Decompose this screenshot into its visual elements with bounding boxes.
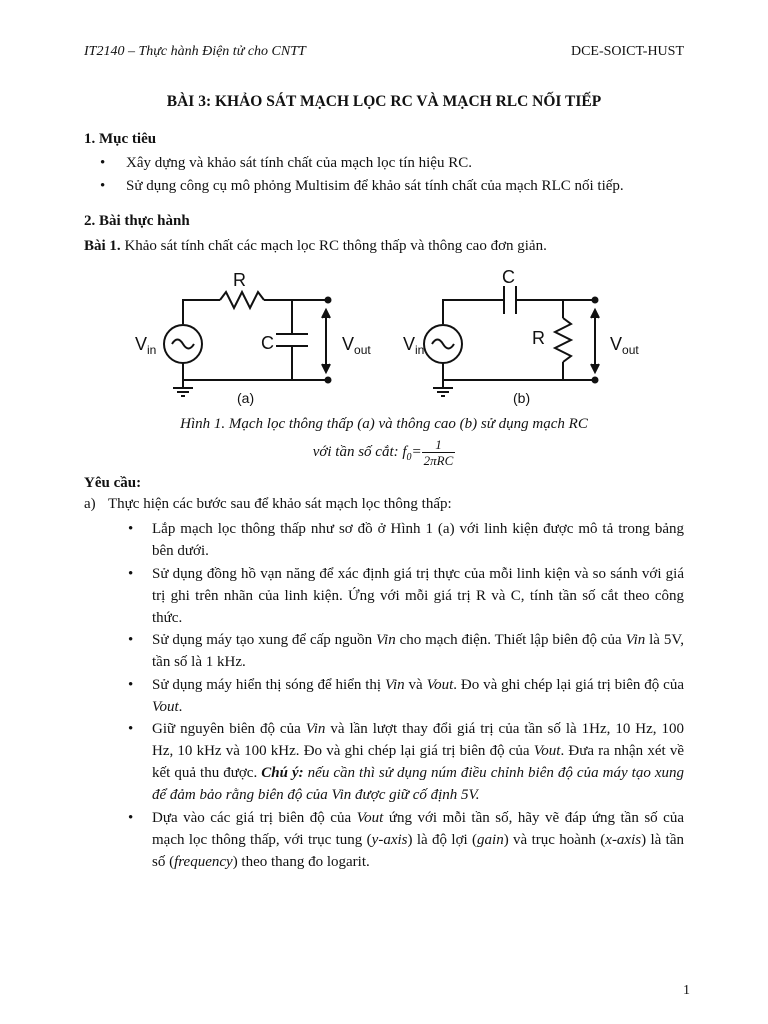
- label-vout: $V_{out}$: [610, 334, 639, 357]
- page-number: 1: [683, 983, 690, 998]
- header-department: DCE-SOICT-HUST: [570, 44, 684, 59]
- exercise-1-intro: [84, 238, 684, 255]
- bullet-dot: •: [100, 178, 106, 194]
- requirement-a-label: a): [84, 496, 96, 512]
- bullet-dot: •: [128, 721, 134, 737]
- formula-prefix: với tần số cắt:: [312, 443, 403, 460]
- list-item-text: Xây dựng và khảo sát tính chất của mạch lọc tín hiệu RC.: [126, 155, 472, 171]
- bullet-dot: •: [128, 677, 134, 693]
- section-heading-practice: 2. Bài thực hành: [84, 213, 190, 229]
- list-item: [100, 518, 684, 562]
- figure-caption: Hình 1. Mạch lọc thông thấp (a) và thông cao (b) sử dụng mạch RC: [180, 416, 588, 432]
- list-item-text: Sử dụng máy tạo xung để cấp nguồn Vin cho mạch điện. Thiết lập biên độ của Vin là 5V, tần số là 1 kHz.: [152, 632, 684, 670]
- page-title: BÀI 3: KHẢO SÁT MẠCH LỌC RC VÀ MẠCH RLC NỐI TIẾP: [166, 93, 602, 110]
- label-C: C: [261, 333, 274, 353]
- list-item: [100, 807, 684, 873]
- label-C: C: [502, 267, 515, 287]
- list-item: [100, 563, 684, 629]
- label-vout: $V_{out}$: [342, 334, 371, 357]
- resistor-symbol: [220, 292, 264, 308]
- bullet-dot: •: [128, 566, 134, 582]
- list-item-text: Dựa vào các giá trị biên độ của Vout ứng với mỗi tần số, hãy vẽ đáp ứng tần số của mạch lọc thông thấp, với trục tung (y-axis) là độ lợi (gain) và trục hoành (x-axis) là tần số (frequency) theo thang đo logarit.: [152, 810, 685, 870]
- header-course-title: IT2140 – Thực hành Điện tử cho CNTT: [84, 44, 306, 59]
- terminal-dot: [592, 377, 599, 384]
- formula-numerator: 1: [422, 437, 456, 453]
- terminal-dot: [592, 297, 599, 304]
- bullet-dot: •: [128, 810, 134, 826]
- bullet-dot: •: [100, 155, 106, 171]
- list-item: [100, 175, 684, 197]
- circuit-a-lowpass: [164, 292, 330, 396]
- requirement-a-text: Thực hiện các bước sau để khảo sát mạch lọc thông thấp:: [108, 496, 452, 512]
- circuit-b-highpass: [424, 286, 599, 396]
- list-item-text: Lắp mạch lọc thông thấp như sơ đồ ở Hình 1 (a) với linh kiện được mô tả trong bảng bên dưới.: [152, 521, 684, 559]
- bullet-dot: •: [128, 521, 134, 537]
- exercise-label: Bài 1.: [84, 238, 121, 254]
- formula-fraction: [422, 437, 456, 468]
- section-heading-objectives: 1. Mục tiêu: [84, 131, 157, 147]
- list-item: [100, 718, 684, 806]
- label-R: R: [233, 270, 246, 290]
- list-item: [100, 674, 684, 718]
- resistor-symbol: [555, 318, 571, 362]
- formula-subscript: 0: [406, 451, 412, 463]
- terminal-dot: [325, 297, 332, 304]
- list-item: [100, 629, 684, 673]
- list-item: [100, 152, 684, 174]
- formula-equals: =: [411, 443, 422, 460]
- list-item-text: Sử dụng máy hiển thị sóng để hiển thị Vin và Vout. Đo và ghi chép lại giá trị biên độ của Vout.: [152, 677, 684, 715]
- requirements-heading: Yêu cầu:: [84, 475, 142, 491]
- label-vin: $V_{in}$: [135, 334, 157, 357]
- list-item-text: Giữ nguyên biên độ của Vin và lần lượt thay đổi giá trị của tần số là 1Hz, 10 Hz, 100 Hz, 10 kHz và 100 kHz. Đo và ghi chép lại giá trị biên độ của Vout. Đưa ra nhận xét về kết quả thu được. Chú ý: nếu cần thì sử dụng núm điều chỉnh biên độ của máy tạo xung để đảm bảo rằng biên độ của Vin được giữ cố định 5V.: [152, 721, 685, 803]
- formula-f: f: [402, 443, 407, 460]
- label-vin: $V_{in}$: [403, 334, 425, 357]
- formula-denominator: 2πRC: [423, 453, 454, 468]
- label-R: R: [532, 328, 545, 348]
- terminal-dot: [325, 377, 332, 384]
- list-item-text: Sử dụng công cụ mô phỏng Multisim để khảo sát tính chất của mạch RLC nối tiếp.: [126, 178, 624, 194]
- figure-tag-a: (a): [237, 390, 255, 406]
- exercise-text: Khảo sát tính chất các mạch lọc RC thông thấp và thông cao đơn giản.: [120, 238, 547, 254]
- list-item-text: Sử dụng đồng hồ vạn năng để xác định giá trị thực của mỗi linh kiện và so sánh với giá trị ghi trên nhãn của linh kiện. Ứng với mỗi giá trị R và C, tính tần số cắt theo công thức.: [152, 566, 684, 626]
- cutoff-formula: [0, 437, 768, 468]
- bullet-dot: •: [128, 632, 134, 648]
- figure-tag-b: (b): [513, 390, 531, 406]
- rc-filter-circuits-figure: [120, 262, 660, 412]
